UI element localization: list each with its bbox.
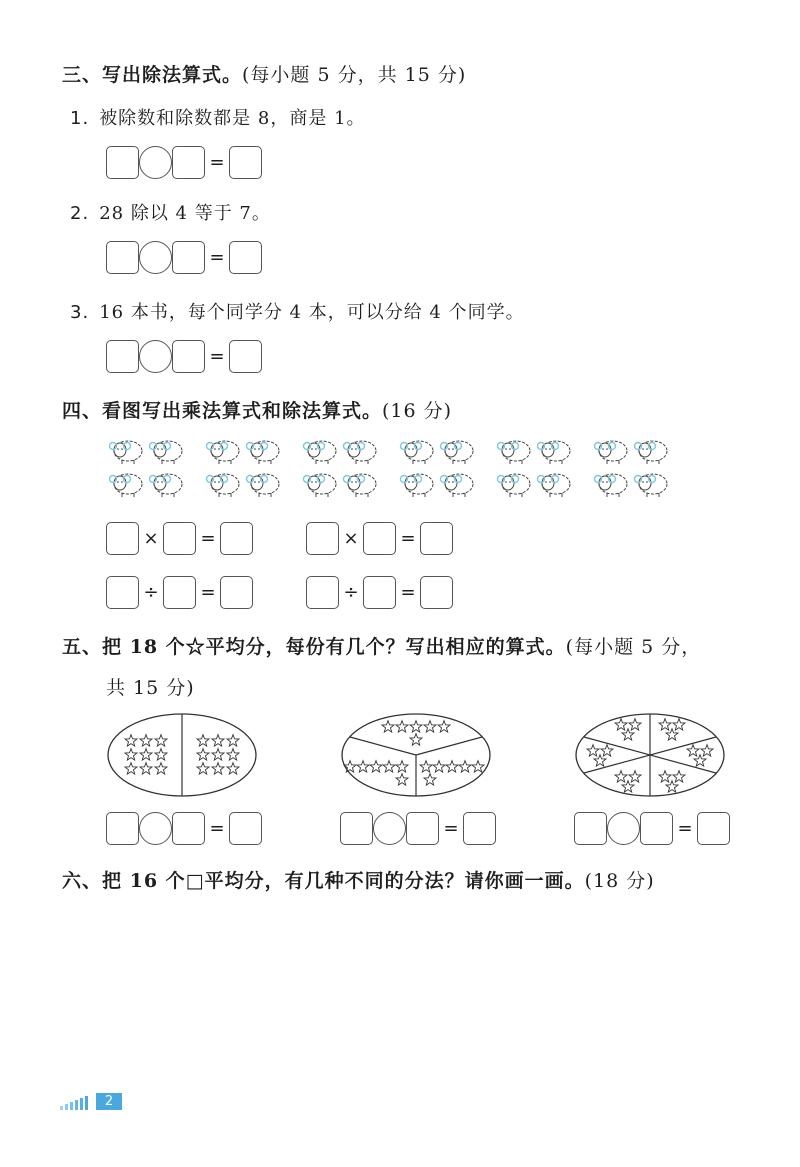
answer-box[interactable] <box>229 241 262 274</box>
sheep-icon <box>498 474 531 497</box>
sheep-icon <box>247 474 280 497</box>
division-equation-1 <box>106 146 262 179</box>
division-equation-4 <box>106 576 253 609</box>
equals-sign: = <box>200 582 216 603</box>
multiply-sign: × <box>343 528 359 549</box>
section3-title: 三、写出除法算式。 <box>62 64 243 86</box>
answer-box[interactable] <box>106 522 139 555</box>
answer-box[interactable] <box>420 522 453 555</box>
equals-sign: = <box>209 152 225 173</box>
section5-title: 五、把 18 个☆平均分，每份有几个？写出相应的算式。 <box>62 636 566 658</box>
operator-circle[interactable] <box>139 340 172 373</box>
sheep-icon <box>401 474 434 497</box>
sheep-icon <box>304 474 337 497</box>
answer-box[interactable] <box>463 812 496 845</box>
equals-sign: = <box>209 346 225 367</box>
sheep-icon <box>344 474 377 497</box>
multiplication-equation-2 <box>306 522 453 555</box>
sheep-icon <box>150 441 183 464</box>
sheep-icon <box>110 474 143 497</box>
answer-box[interactable] <box>306 576 339 609</box>
answer-box[interactable] <box>229 340 262 373</box>
multiply-sign: × <box>143 528 159 549</box>
sheep-icon <box>304 441 337 464</box>
operator-circle[interactable] <box>139 146 172 179</box>
equals-sign: = <box>400 582 416 603</box>
sheep-group <box>104 434 188 500</box>
answer-box[interactable] <box>363 576 396 609</box>
sheep-icon <box>207 441 240 464</box>
equals-sign: = <box>209 247 225 268</box>
equals-sign: = <box>443 818 459 839</box>
sheep-icon <box>247 441 280 464</box>
section5-points-line1: (每小题 5 分， <box>565 636 702 658</box>
question-3-text: 16 本书，每个同学分 4 本，可以分给 4 个同学。 <box>99 302 525 323</box>
sheep-group <box>589 434 673 500</box>
operator-circle[interactable] <box>607 812 640 845</box>
section4-points: (16 分) <box>382 400 453 422</box>
operator-circle[interactable] <box>139 241 172 274</box>
drawing-area[interactable] <box>62 910 742 1080</box>
question-1 <box>70 104 366 130</box>
sheep-icon <box>441 474 474 497</box>
division-equation-5 <box>306 576 453 609</box>
sheep-icon <box>441 441 474 464</box>
equals-sign: = <box>677 818 693 839</box>
division-equation-3 <box>106 340 262 373</box>
question-2 <box>70 199 271 225</box>
sheep-group <box>395 434 479 500</box>
section5-heading <box>62 632 762 659</box>
answer-box[interactable] <box>340 812 373 845</box>
answer-box[interactable] <box>106 576 139 609</box>
star-oval-3-parts <box>340 712 492 798</box>
equals-sign: = <box>209 818 225 839</box>
answer-box[interactable] <box>697 812 730 845</box>
answer-box[interactable] <box>420 576 453 609</box>
sheep-icon <box>635 474 668 497</box>
star-equation-1 <box>106 812 262 845</box>
answer-box[interactable] <box>106 340 139 373</box>
page-footer <box>60 1094 94 1114</box>
answer-box[interactable] <box>163 576 196 609</box>
sheep-icon <box>110 441 143 464</box>
section3-heading <box>62 60 466 87</box>
answer-box[interactable] <box>306 522 339 555</box>
question-1-text: 被除数和除数都是 8，商是 1。 <box>99 108 366 129</box>
question-1-number: 1. <box>70 108 90 129</box>
question-2-text: 28 除以 4 等于 7。 <box>99 203 271 224</box>
sheep-group <box>201 434 285 500</box>
answer-box[interactable] <box>220 576 253 609</box>
answer-box[interactable] <box>363 522 396 555</box>
answer-box[interactable] <box>574 812 607 845</box>
multiplication-equation-1 <box>106 522 253 555</box>
division-equation-2 <box>106 241 262 274</box>
answer-box[interactable] <box>172 241 205 274</box>
sheep-icon <box>595 474 628 497</box>
section6-points: (18 分) <box>584 870 655 892</box>
sheep-icon <box>635 441 668 464</box>
star-equation-3 <box>574 812 730 845</box>
question-3-number: 3. <box>70 302 90 323</box>
star-equation-2 <box>340 812 496 845</box>
equals-sign: = <box>400 528 416 549</box>
sheep-group <box>298 434 382 500</box>
sheep-group <box>492 434 576 500</box>
star-oval-2-parts <box>106 712 258 798</box>
section6-title: 六、把 16 个□平均分，有几种不同的分法？请你画一画。 <box>62 870 585 892</box>
page-number: 2 <box>96 1093 122 1110</box>
operator-circle[interactable] <box>139 812 172 845</box>
answer-box[interactable] <box>229 146 262 179</box>
sheep-icon <box>207 474 240 497</box>
sheep-icon <box>344 441 377 464</box>
answer-box[interactable] <box>106 241 139 274</box>
answer-box[interactable] <box>229 812 262 845</box>
section6-heading <box>62 866 655 893</box>
sheep-icon <box>538 474 571 497</box>
answer-box[interactable] <box>220 522 253 555</box>
star-oval-6-parts <box>574 712 726 798</box>
sheep-icon <box>150 474 183 497</box>
section4-heading <box>62 396 452 423</box>
answer-box[interactable] <box>163 522 196 555</box>
sheep-icon <box>498 441 531 464</box>
answer-box[interactable] <box>106 146 139 179</box>
divide-sign: ÷ <box>143 582 159 603</box>
section5-heading-cont <box>106 673 195 700</box>
answer-box[interactable] <box>172 146 205 179</box>
answer-box[interactable] <box>640 812 673 845</box>
operator-circle[interactable] <box>373 812 406 845</box>
section5-points-line2: 共 15 分) <box>106 677 195 699</box>
divide-sign: ÷ <box>343 582 359 603</box>
section3-points: (每小题 5 分，共 15 分) <box>242 64 467 86</box>
sheep-icon <box>538 441 571 464</box>
answer-box[interactable] <box>406 812 439 845</box>
star-ovals <box>106 712 726 802</box>
question-3 <box>70 298 525 324</box>
question-2-number: 2. <box>70 203 90 224</box>
sheep-icon <box>595 441 628 464</box>
section4-title: 四、看图写出乘法算式和除法算式。 <box>62 400 383 422</box>
sheep-picture <box>104 434 694 502</box>
answer-box[interactable] <box>172 812 205 845</box>
sheep-icon <box>401 441 434 464</box>
answer-box[interactable] <box>172 340 205 373</box>
bars-decoration-icon <box>60 1094 94 1110</box>
equals-sign: = <box>200 528 216 549</box>
answer-box[interactable] <box>106 812 139 845</box>
